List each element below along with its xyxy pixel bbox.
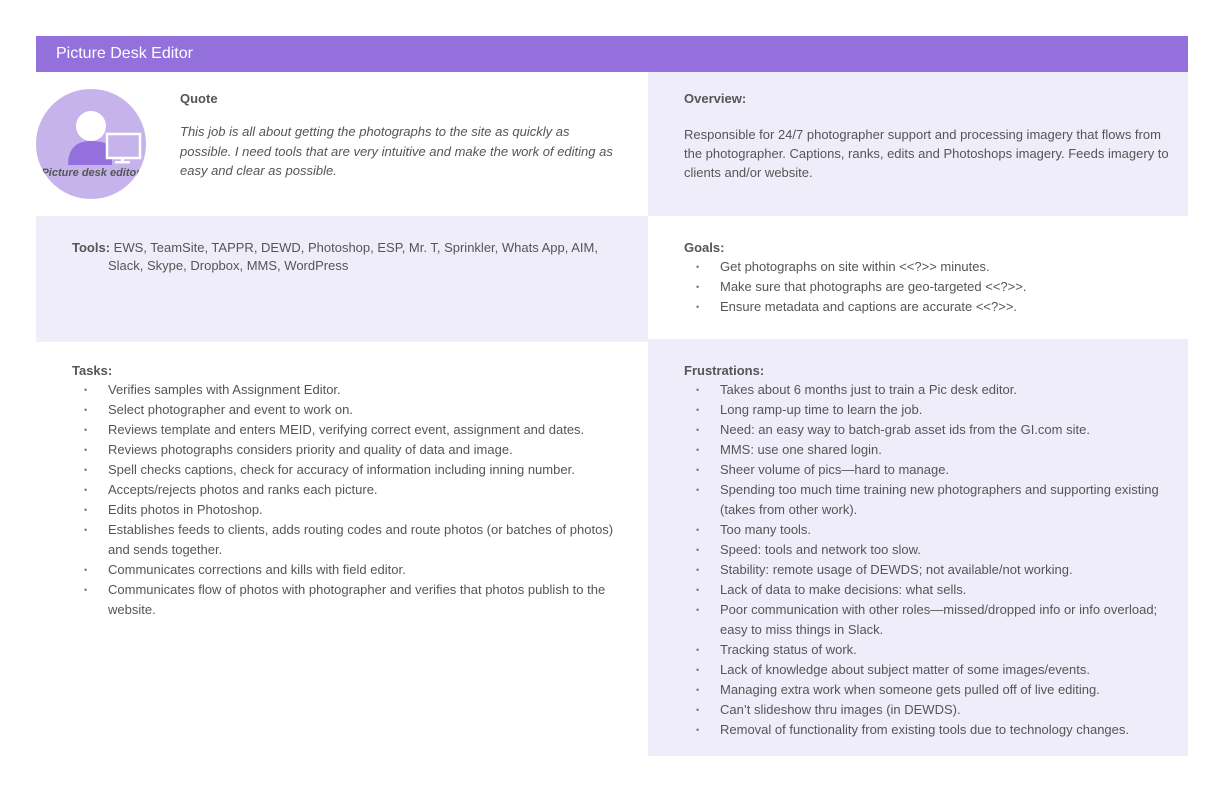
frustration-item: • Need: an easy way to batch-grab asset ids from the GI.com site. [684,420,1172,440]
tools-text [72,239,614,275]
frustration-item: • Managing extra work when someone gets pulled off of live editing. [684,680,1172,700]
frustration-item: • Lack of data to make decisions: what sells. [684,580,1172,600]
frustration-item: • Takes about 6 months just to train a Pic desk editor. [684,380,1172,400]
quote-heading: Quote [180,91,218,106]
frustration-item: • Can’t slideshow thru images (in DEWDS). [684,700,1172,720]
frustration-item: • Lack of knowledge about subject matter of some images/events. [684,660,1172,680]
overview-heading: Overview: [684,91,747,106]
goals-panel [648,216,1188,317]
frustrations-heading: Frustrations: [684,363,765,378]
tools-list: EWS, TeamSite, TAPPR, DEWD, Photoshop, ESP, Mr. T, Sprinkler, Whats App, AIM, Slack, Skype, Dropbox, MMS, WordPress [108,240,598,273]
avatar-label: Picture desk editor [41,167,141,179]
tools-panel [36,216,648,342]
task-item: • Reviews template and enters MEID, verifying correct event, assignment and dates. [72,420,614,440]
tasks-panel [36,342,648,620]
tasks-heading: Tasks: [72,363,113,378]
person-computer-icon [36,89,146,199]
frustration-item: • Removal of functionality from existing tools due to technology changes. [684,720,1172,740]
task-item: • Communicates corrections and kills with field editor. [72,560,614,580]
frustration-item: • Stability: remote usage of DEWDS; not available/not working. [684,560,1172,580]
task-item: • Verifies samples with Assignment Editor. [72,380,614,400]
frustration-item: • Poor communication with other roles—missed/dropped info or info overload; easy to miss things in Slack. [684,600,1172,640]
frustration-item: • Sheer volume of pics—hard to manage. [684,460,1172,480]
frustration-item: • Speed: tools and network too slow. [684,540,1172,560]
frustration-item: • Spending too much time training new photographers and supporting existing (takes from other work). [684,480,1172,520]
goal-item: • Get photographs on site within <<?>> minutes. [684,257,1172,277]
goals-heading: Goals: [684,240,725,255]
quote-text: This job is all about getting the photographs to the site as quickly as possible. I need tools that are very intuitive and make the work of editing as easy and clear as possible. [180,124,613,178]
overview-text: Responsible for 24/7 photographer support and processing imagery that flows from the photographer. Captions, ranks, edits and Photoshops imagery. Feeds imagery to clients and/or website. [684,127,1169,180]
task-item: • Communicates flow of photos with photographer and verifies that photos publish to the website. [72,580,614,620]
frustration-item: • Long ramp-up time to learn the job. [684,400,1172,420]
frustrations-list [684,380,1172,740]
frustration-item: • Too many tools. [684,520,1172,540]
task-item: • Edits photos in Photoshop. [72,500,614,520]
frustration-item: • Tracking status of work. [684,640,1172,660]
task-item: • Reviews photographs considers priority and quality of data and image. [72,440,614,460]
task-item: • Establishes feeds to clients, adds routing codes and route photos (or batches of photos) and sends together. [72,520,614,560]
task-item: • Spell checks captions, check for accuracy of information including inning number. [72,460,614,480]
page-title: Picture Desk Editor [56,45,193,62]
overview-panel [648,72,1188,216]
goal-item: • Make sure that photographs are geo-targeted <<?>>. [684,277,1172,297]
quote-section [180,91,620,181]
goals-list [684,257,1172,317]
avatar [36,89,146,199]
task-item: • Select photographer and event to work on. [72,400,614,420]
frustration-item: • MMS: use one shared login. [684,440,1172,460]
tasks-list [72,380,614,620]
persona-title-bar [36,36,1188,72]
task-item: • Accepts/rejects photos and ranks each picture. [72,480,614,500]
tools-heading: Tools: [72,240,111,255]
frustrations-panel [648,339,1188,756]
goal-item: • Ensure metadata and captions are accurate <<?>>. [684,297,1172,317]
